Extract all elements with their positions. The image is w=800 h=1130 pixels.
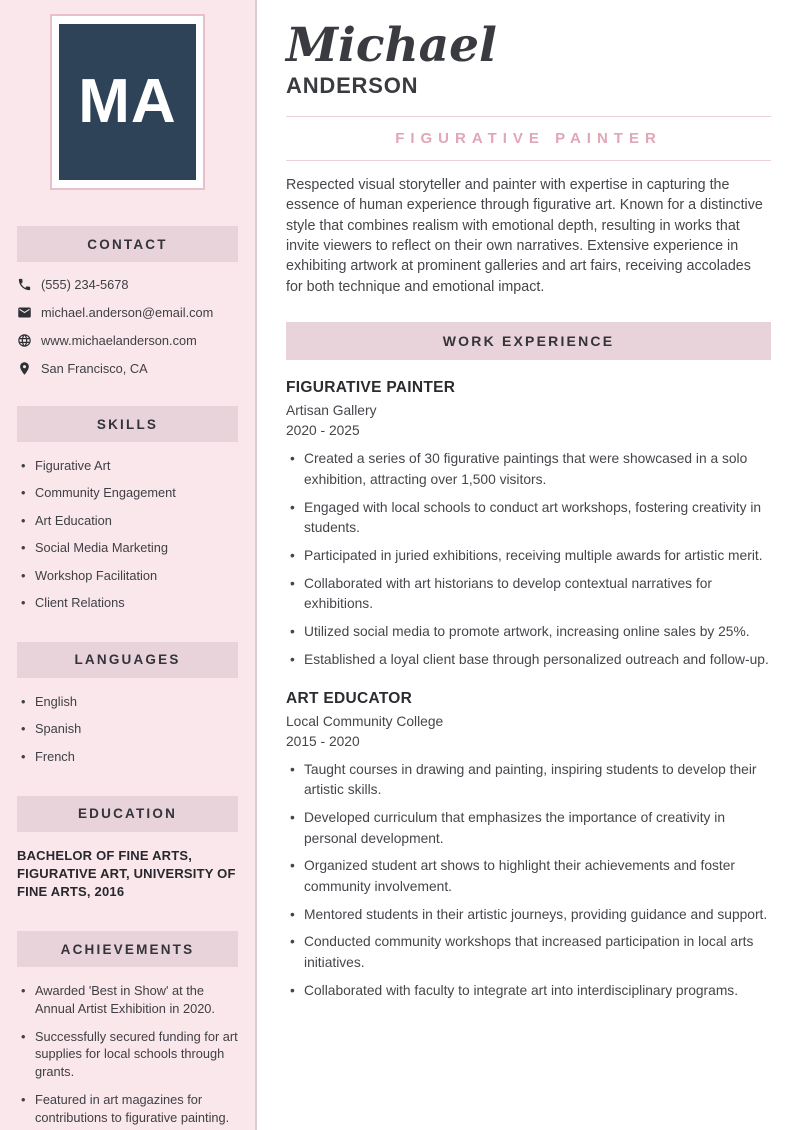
skill-item: • Community Engagement xyxy=(19,484,238,502)
divider-below-headline xyxy=(286,160,771,161)
skills-section-header: SKILLS xyxy=(17,406,238,442)
skills-list xyxy=(17,457,238,612)
first-name: Michael xyxy=(286,18,497,73)
contact-location-text: San Francisco, CA xyxy=(41,361,148,376)
achievement-item: • Successfully secured funding for art supplies for local schools through grants. xyxy=(19,1028,238,1082)
skill-item: • Art Education xyxy=(19,512,238,530)
job-title: ART EDUCATOR xyxy=(286,689,413,707)
job-bullet: • Collaborated with faculty to integrate art into interdisciplinary programs. xyxy=(286,981,771,1002)
job-bullet: • Participated in juried exhibitions, receiving multiple awards for artistic merit. xyxy=(286,546,771,567)
job-bullet-list xyxy=(286,760,771,1002)
job-bullet: • Mentored students in their artistic journeys, providing guidance and support. xyxy=(286,905,771,926)
phone-icon xyxy=(17,277,32,292)
globe-icon xyxy=(17,333,32,348)
languages-section-header: LANGUAGES xyxy=(17,642,238,678)
language-item: • English xyxy=(19,693,238,711)
job-bullet: • Established a loyal client base through personalized outreach and follow-up. xyxy=(286,650,771,671)
job-entry xyxy=(286,690,771,1002)
education-degree: BACHELOR OF FINE ARTS, FIGURATIVE ART, UNIVERSITY OF FINE ARTS, 2016 xyxy=(17,847,236,900)
job-bullet: • Collaborated with art historians to develop contextual narratives for exhibitions. xyxy=(286,574,771,615)
job-company: Local Community College xyxy=(286,713,444,729)
monogram-initials: MA xyxy=(78,67,177,136)
achievement-item: • Awarded 'Best in Show' at the Annual Artist Exhibition in 2020. xyxy=(19,982,238,1018)
job-bullet: • Developed curriculum that emphasizes the importance of creativity in personal development. xyxy=(286,808,771,849)
job-company: Artisan Gallery xyxy=(286,403,377,419)
job-bullet: • Conducted community workshops that increased participation in local arts initiatives. xyxy=(286,932,771,973)
main-content xyxy=(257,0,800,1130)
contact-item-phone xyxy=(17,277,238,292)
education-section-header: EDUCATION xyxy=(17,796,238,832)
monogram-box xyxy=(59,24,196,180)
monogram-frame xyxy=(50,14,205,190)
contact-phone-text: (555) 234-5678 xyxy=(41,277,129,292)
language-item: • Spanish xyxy=(19,720,238,738)
contact-list xyxy=(17,277,238,376)
achievements-list xyxy=(17,982,238,1126)
headline-title: FIGURATIVE PAINTER xyxy=(395,129,662,147)
contact-website-text: www.michaelanderson.com xyxy=(41,333,197,348)
sidebar xyxy=(0,0,257,1130)
contact-item-email[interactable] xyxy=(17,305,238,320)
contact-section-header: CONTACT xyxy=(17,226,238,262)
contact-item-website[interactable] xyxy=(17,333,238,348)
job-bullet: • Engaged with local schools to conduct art workshops, fostering creativity in students. xyxy=(286,498,771,539)
skill-item: • Workshop Facilitation xyxy=(19,567,238,585)
location-icon xyxy=(17,361,32,376)
languages-list xyxy=(17,693,238,766)
contact-item-location xyxy=(17,361,238,376)
email-icon xyxy=(17,305,32,320)
job-bullet: • Organized student art shows to highlight their achievements and foster community involvement. xyxy=(286,856,771,897)
job-bullet: • Utilized social media to promote artwork, increasing online sales by 25%. xyxy=(286,622,771,643)
achievement-item: • Featured in art magazines for contributions to figurative painting. xyxy=(19,1091,238,1127)
divider-above-headline xyxy=(286,116,771,117)
job-bullet: • Taught courses in drawing and painting, inspiring students to develop their artistic skills. xyxy=(286,760,771,801)
job-dates: 2020 - 2025 xyxy=(286,423,360,439)
skill-item: • Figurative Art xyxy=(19,457,238,475)
work-experience-section-header: WORK EXPERIENCE xyxy=(286,322,771,360)
achievements-section-header: ACHIEVEMENTS xyxy=(17,931,238,967)
professional-summary: Respected visual storyteller and painter with expertise in capturing the essence of human experience through figurative art. Known for a distinctive style that combines realism with emotional depth, resulting in works that invite viewers to reflect on their own narratives. Extensive experience in exhibiting artwork at prominent galleries and art fairs, receiving accolades for both technique and emotional impact. xyxy=(286,176,763,295)
job-title: FIGURATIVE PAINTER xyxy=(286,379,456,397)
job-bullet: • Created a series of 30 figurative paintings that were showcased in a solo exhibition, attracting over 1,500 visitors. xyxy=(286,449,771,490)
job-bullet-list xyxy=(286,449,771,670)
skill-item: • Social Media Marketing xyxy=(19,539,238,557)
contact-email-text: michael.anderson@email.com xyxy=(41,305,214,320)
job-entry xyxy=(286,379,771,670)
language-item: • French xyxy=(19,748,238,766)
last-name: ANDERSON xyxy=(286,72,419,98)
job-dates: 2015 - 2020 xyxy=(286,733,360,749)
skill-item: • Client Relations xyxy=(19,594,238,612)
